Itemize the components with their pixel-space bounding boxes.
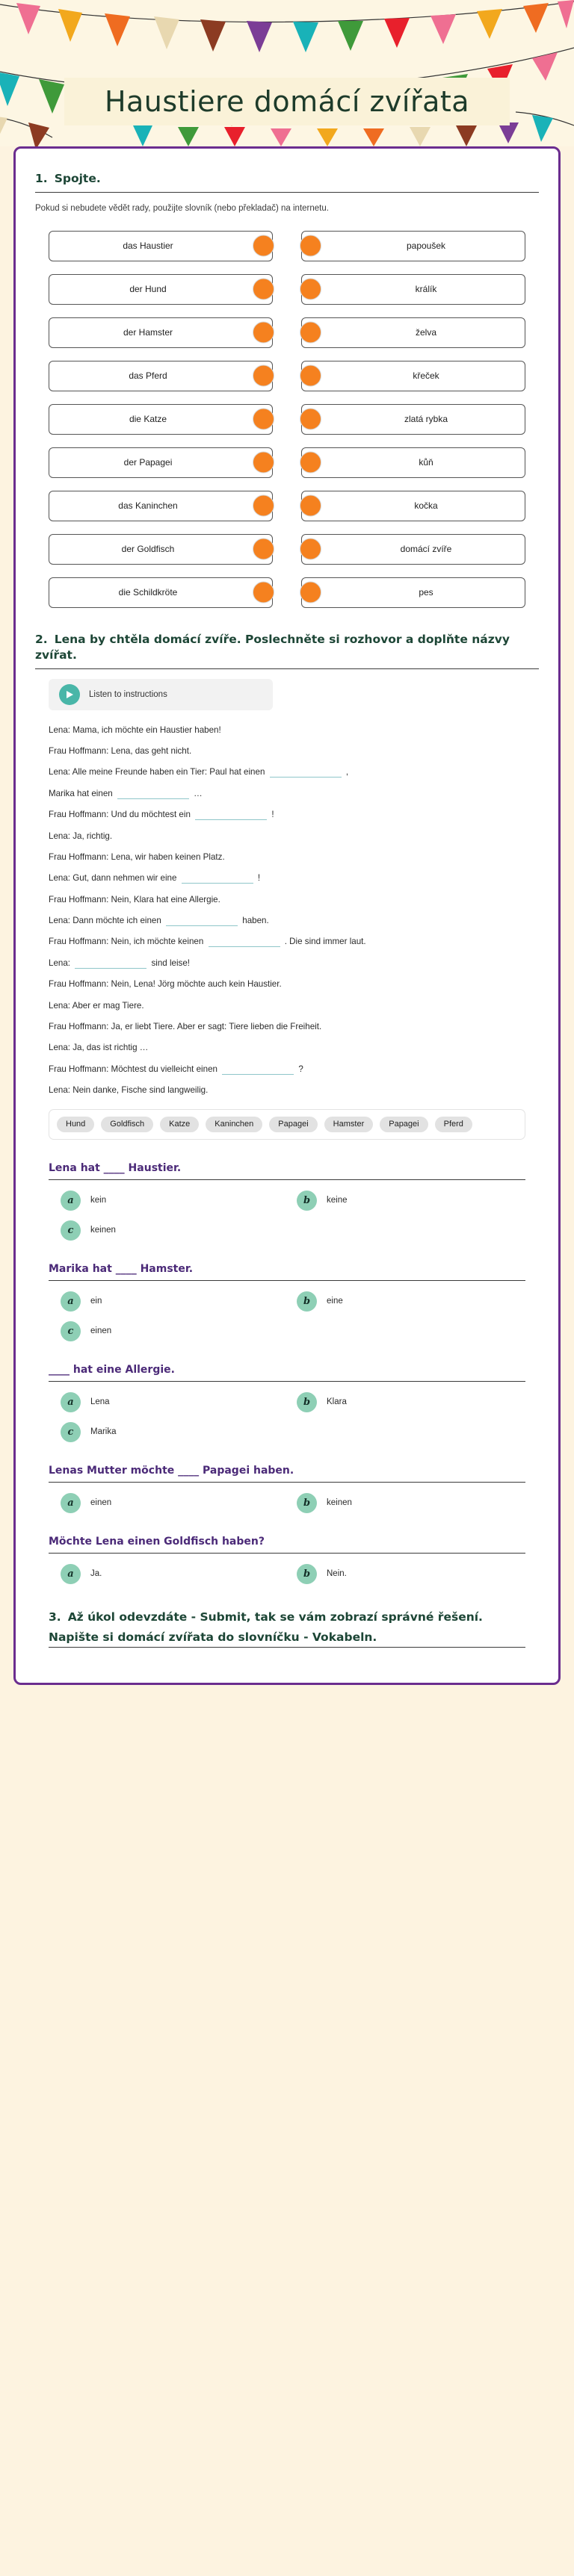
dialogue-text: haben. — [240, 916, 269, 926]
match-german-label: das Kaninchen — [118, 500, 178, 512]
exercise-3-heading — [49, 1610, 525, 1625]
answer-blank-input[interactable] — [182, 872, 253, 884]
question-rule — [49, 1482, 525, 1483]
dialogue-line — [49, 935, 539, 948]
dialogue-text: Marika hat einen — [49, 788, 115, 798]
dialogue-text: sind leise! — [149, 958, 191, 968]
dialogue-text: ? — [296, 1064, 303, 1074]
dialogue-line — [49, 1063, 539, 1076]
word-bank-chip[interactable]: Papagei — [269, 1117, 317, 1132]
word-bank-chip[interactable]: Papagei — [380, 1117, 428, 1132]
word-bank — [49, 1109, 525, 1140]
question-block — [49, 1162, 525, 1241]
dialogue-transcript — [49, 724, 539, 1097]
question-title: Möchte Lena einen Goldfisch haben? — [49, 1535, 265, 1548]
matching-column-german — [49, 231, 273, 608]
question-title: ____ hat eine Allergie. — [49, 1363, 175, 1376]
dialogue-line — [49, 1041, 539, 1054]
page-wrapper — [0, 146, 574, 1710]
answer-blank-input[interactable] — [195, 809, 267, 820]
match-german-label: der Papagei — [123, 457, 173, 468]
option-c[interactable] — [61, 1220, 289, 1241]
question-rule — [49, 1179, 525, 1180]
exercise-2-rule — [35, 668, 539, 669]
listen-to-instructions-button[interactable] — [49, 679, 273, 710]
connector-knob-icon[interactable] — [253, 452, 274, 474]
option-b[interactable] — [297, 1191, 525, 1211]
question-block — [49, 1536, 525, 1584]
match-czech-label: zlatá rybka — [404, 414, 448, 425]
dialogue-text: Frau Hoffmann: Lena, wir haben keinen Platz. — [49, 851, 225, 862]
match-german-item[interactable] — [49, 317, 273, 348]
option-letter-badge[interactable]: a — [61, 1191, 81, 1211]
dialogue-text: Frau Hoffmann: Nein, ich möchte keinen — [49, 937, 206, 947]
match-german-label: die Katze — [129, 414, 167, 425]
matching-column-czech — [301, 231, 525, 608]
answer-blank-input[interactable] — [117, 788, 189, 799]
question-options — [49, 1493, 525, 1513]
option-label: Lena — [90, 1397, 110, 1407]
option-letter-badge[interactable]: b — [297, 1291, 317, 1312]
match-german-item[interactable] — [49, 577, 273, 608]
exercise-3-title: Až úkol odevzdáte - Submit, tak se vám zobrazí správné řešení. — [67, 1610, 483, 1624]
answer-blank-input[interactable] — [209, 936, 280, 947]
match-czech-item[interactable] — [301, 577, 525, 608]
exercise-2-title: Lena by chtěla domácí zvíře. Poslechněte si rozhovor a doplňte názvy zvířat. — [35, 632, 510, 662]
dialogue-line — [49, 766, 539, 778]
answer-blank-input[interactable] — [75, 958, 146, 969]
match-german-label: der Hamster — [123, 327, 173, 338]
listen-label: Listen to instructions — [89, 689, 167, 699]
option-letter-badge[interactable]: a — [61, 1493, 81, 1513]
dialogue-line — [49, 957, 539, 969]
connector-knob-icon[interactable] — [253, 322, 274, 344]
match-german-item[interactable] — [49, 491, 273, 521]
option-label: eine — [327, 1297, 343, 1306]
match-german-label: der Hund — [129, 284, 167, 295]
question-block — [49, 1465, 525, 1513]
dialogue-text: ! — [255, 873, 261, 884]
exercise-3-rule — [49, 1647, 525, 1648]
worksheet-card — [13, 146, 561, 1685]
match-czech-item[interactable] — [301, 404, 525, 435]
match-czech-label: kůň — [419, 457, 433, 468]
option-label: kein — [90, 1196, 107, 1205]
dialogue-line — [49, 745, 539, 757]
match-czech-item[interactable] — [301, 491, 525, 521]
option-label: keinen — [327, 1498, 352, 1508]
dialogue-line — [49, 724, 539, 736]
question-options — [49, 1564, 525, 1584]
questions-list — [35, 1162, 539, 1584]
dialogue-text: Lena: Alle meine Freunde haben ein Tier: Paul hat einen — [49, 767, 268, 778]
match-german-item[interactable] — [49, 274, 273, 305]
question-options — [49, 1191, 525, 1241]
exercise-1-title: Spojte. — [54, 172, 101, 185]
match-german-label: der Goldfisch — [121, 544, 175, 555]
option-label: Marika — [90, 1427, 117, 1437]
connector-knob-icon[interactable] — [300, 452, 321, 474]
option-label: keine — [327, 1196, 348, 1205]
dialogue-text: Frau Hoffmann: Lena, das geht nicht. — [49, 745, 192, 756]
connector-knob-icon[interactable] — [300, 365, 321, 387]
exercise-3-line2: Napište si domácí zvířata do slovníčku - Vokabeln. — [49, 1630, 377, 1644]
option-a[interactable] — [61, 1291, 289, 1312]
dialogue-line — [49, 978, 539, 990]
word-bank-chip[interactable]: Pferd — [435, 1117, 472, 1132]
option-letter-badge[interactable]: b — [297, 1392, 317, 1412]
dialogue-text: Lena: Aber er mag Tiere. — [49, 1000, 144, 1011]
match-czech-item[interactable] — [301, 317, 525, 348]
dialogue-text: Frau Hoffmann: Ja, er liebt Tiere. Aber er sagt: Tiere lieben die Freiheit. — [49, 1022, 322, 1032]
match-czech-label: papoušek — [406, 240, 446, 252]
question-rule — [49, 1280, 525, 1281]
word-bank-chip[interactable]: Kaninchen — [206, 1117, 262, 1132]
play-icon[interactable] — [59, 684, 80, 705]
exercise-1-note: Pokud si nebudete vědět rady, použijte slovník (nebo překladač) na internetu. — [35, 203, 329, 213]
match-german-label: das Haustier — [123, 240, 173, 252]
dialogue-line — [49, 1020, 539, 1033]
question-rule — [49, 1381, 525, 1382]
word-bank-chip[interactable]: Hamster — [324, 1117, 374, 1132]
question-title: Lena hat ____ Haustier. — [49, 1161, 182, 1174]
match-german-item[interactable] — [49, 231, 273, 261]
option-b[interactable] — [297, 1291, 525, 1312]
match-czech-item[interactable] — [301, 447, 525, 478]
answer-blank-input[interactable] — [166, 915, 238, 926]
option-letter-badge[interactable]: a — [61, 1291, 81, 1312]
match-czech-label: králík — [415, 284, 437, 295]
question-options — [49, 1392, 525, 1442]
dialogue-line — [49, 787, 539, 800]
connector-knob-icon[interactable] — [253, 409, 274, 430]
connector-knob-icon[interactable] — [253, 365, 274, 387]
match-czech-label: želva — [415, 327, 436, 338]
matching-grid — [35, 225, 539, 612]
dialogue-line — [49, 1084, 539, 1096]
dialogue-text: Lena: Ja, das ist richtig … — [49, 1043, 149, 1053]
option-a[interactable] — [61, 1564, 289, 1584]
option-a[interactable] — [61, 1493, 289, 1513]
dialogue-line — [49, 999, 539, 1012]
dialogue-text: Lena: Dann möchte ich einen — [49, 916, 164, 926]
option-letter-badge[interactable]: b — [297, 1191, 317, 1211]
dialogue-line — [49, 808, 539, 821]
match-czech-item[interactable] — [301, 361, 525, 391]
match-czech-label: křeček — [413, 370, 439, 382]
exercise-1-heading — [35, 171, 539, 187]
match-german-item[interactable] — [49, 404, 273, 435]
match-czech-label: domácí zvíře — [400, 544, 452, 555]
connector-knob-icon[interactable] — [300, 582, 321, 603]
dialogue-text: Frau Hoffmann: Nein, Klara hat eine Allergie. — [49, 894, 220, 904]
option-letter-badge[interactable]: c — [61, 1422, 81, 1442]
dialogue-text: Lena: Mama, ich möchte ein Haustier haben! — [49, 724, 221, 735]
dialogue-line — [49, 872, 539, 884]
option-letter-badge[interactable]: b — [297, 1564, 317, 1584]
dialogue-text: ! — [269, 810, 274, 820]
connector-knob-icon[interactable] — [253, 539, 274, 560]
page-banner — [0, 0, 574, 146]
match-german-label: die Schildkröte — [118, 587, 178, 598]
question-options — [49, 1291, 525, 1341]
option-b[interactable] — [297, 1493, 525, 1513]
option-a[interactable] — [61, 1392, 289, 1412]
exercise-2-number: 2. — [35, 632, 48, 646]
word-bank-chip[interactable]: Katze — [160, 1117, 199, 1132]
option-a[interactable] — [61, 1191, 289, 1211]
dialogue-text: Lena: Gut, dann nehmen wir eine — [49, 873, 179, 884]
option-letter-badge[interactable]: c — [61, 1220, 81, 1241]
word-bank-chip[interactable]: Hund — [57, 1117, 94, 1132]
dialogue-text: , — [343, 767, 349, 778]
answer-blank-input[interactable] — [222, 1064, 294, 1075]
connector-knob-icon[interactable] — [300, 539, 321, 560]
dialogue-text: . Die sind immer laut. — [282, 937, 366, 947]
match-german-label: das Pferd — [129, 370, 167, 382]
match-czech-item[interactable] — [301, 534, 525, 565]
dialogue-text: Frau Hoffmann: Nein, Lena! Jörg möchte auch kein Haustier. — [49, 979, 282, 990]
match-german-item[interactable] — [49, 534, 273, 565]
dialogue-line — [49, 893, 539, 906]
exercise-1-number: 1. — [35, 172, 48, 185]
option-c[interactable] — [61, 1321, 289, 1341]
match-german-item[interactable] — [49, 447, 273, 478]
connector-knob-icon[interactable] — [300, 322, 321, 344]
connector-knob-icon[interactable] — [253, 495, 274, 517]
connector-knob-icon[interactable] — [300, 495, 321, 517]
option-label: Ja. — [90, 1569, 102, 1579]
connector-knob-icon[interactable] — [300, 279, 321, 300]
exercise-3-number: 3. — [49, 1610, 61, 1624]
connector-knob-icon[interactable] — [300, 409, 321, 430]
match-czech-label: pes — [419, 587, 433, 598]
dialogue-line — [49, 914, 539, 927]
dialogue-text: Frau Hoffmann: Möchtest du vielleicht einen — [49, 1064, 220, 1074]
match-czech-label: kočka — [414, 500, 438, 512]
question-title: Marika hat ____ Hamster. — [49, 1262, 194, 1275]
dialogue-line — [49, 830, 539, 842]
exercise-2-heading — [35, 632, 539, 663]
dialogue-text: Lena: — [49, 958, 73, 968]
option-label: einen — [90, 1498, 112, 1508]
connector-knob-icon[interactable] — [300, 235, 321, 257]
option-b[interactable] — [297, 1564, 525, 1584]
page-title: Haustiere domácí zvířata — [104, 85, 470, 118]
exercise-1-rule — [35, 192, 539, 193]
option-letter-badge[interactable]: c — [61, 1321, 81, 1341]
dialogue-line — [49, 851, 539, 863]
question-block — [49, 1364, 525, 1442]
banner-title-plate — [64, 78, 510, 125]
option-label: Klara — [327, 1397, 347, 1407]
option-b[interactable] — [297, 1392, 525, 1412]
match-czech-item[interactable] — [301, 231, 525, 261]
option-label: keinen — [90, 1226, 116, 1235]
option-label: einen — [90, 1326, 112, 1336]
question-title: Lenas Mutter möchte ____ Papagei haben. — [49, 1464, 294, 1477]
dialogue-text: … — [191, 788, 203, 798]
option-label: ein — [90, 1297, 102, 1306]
option-label: Nein. — [327, 1569, 347, 1579]
match-czech-item[interactable] — [301, 274, 525, 305]
option-c[interactable] — [61, 1422, 289, 1442]
option-letter-badge[interactable]: a — [61, 1392, 81, 1412]
question-block — [49, 1263, 525, 1341]
answer-blank-input[interactable] — [270, 766, 342, 778]
word-bank-chip[interactable]: Goldfisch — [101, 1117, 153, 1132]
dialogue-text: Lena: Ja, richtig. — [49, 831, 113, 841]
connector-knob-icon[interactable] — [253, 582, 274, 603]
dialogue-text: Lena: Nein danke, Fische sind langweilig. — [49, 1085, 209, 1096]
connector-knob-icon[interactable] — [253, 235, 274, 257]
question-rule — [49, 1553, 525, 1554]
exercise-3 — [49, 1610, 525, 1648]
match-german-item[interactable] — [49, 361, 273, 391]
option-letter-badge[interactable]: b — [297, 1493, 317, 1513]
exercise-1 — [35, 171, 539, 612]
dialogue-text: Frau Hoffmann: Und du möchtest ein — [49, 810, 194, 820]
exercise-2 — [35, 632, 539, 1140]
option-letter-badge[interactable]: a — [61, 1564, 81, 1584]
connector-knob-icon[interactable] — [253, 279, 274, 300]
